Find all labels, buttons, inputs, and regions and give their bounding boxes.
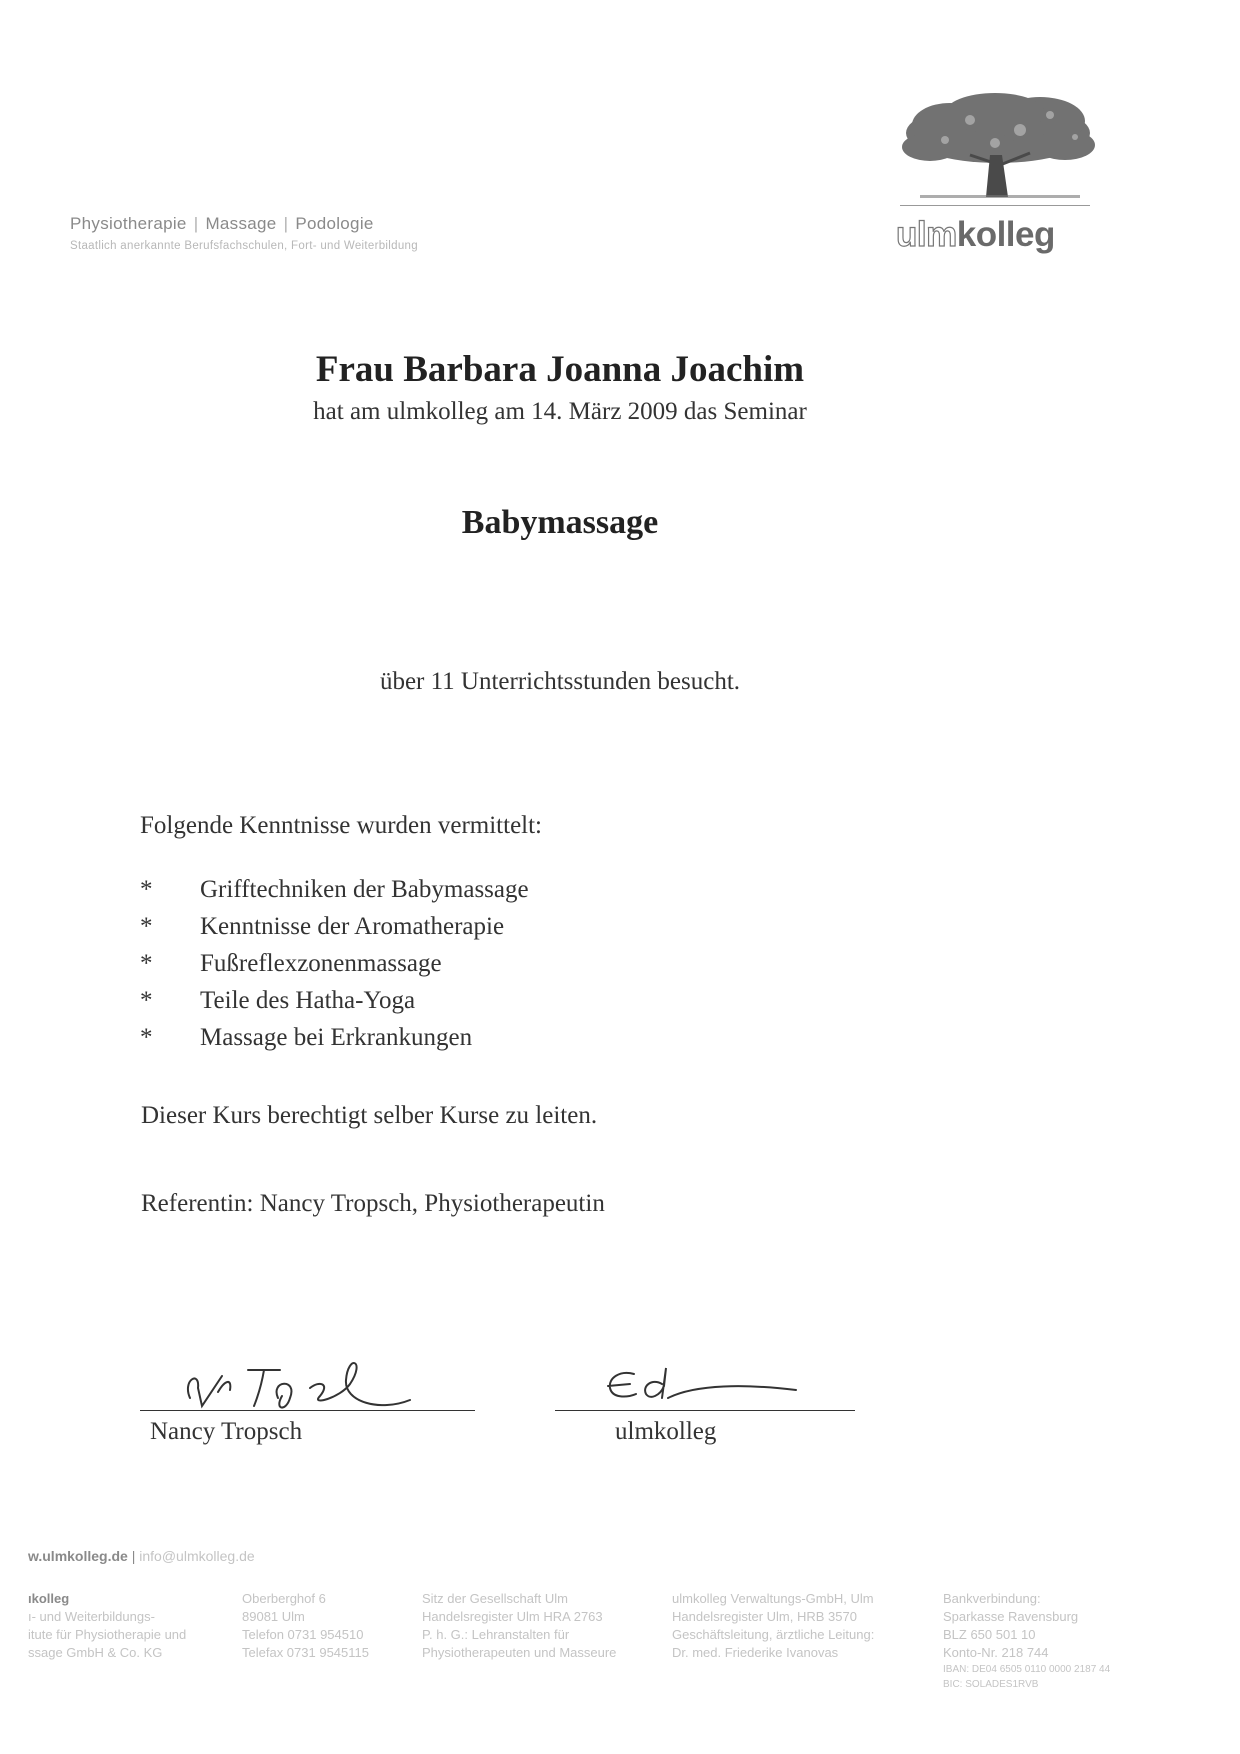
list-item: * Massage bei Erkrankungen (140, 1024, 473, 1051)
seminar-hours: über 11 Unterrichtsstunden besucht. (379, 668, 741, 695)
signature-name-left: Nancy Tropsch (150, 1418, 303, 1445)
signature-name-right: ulmkolleg (615, 1418, 717, 1445)
tagline-item: Physiotherapie (70, 214, 187, 233)
bullet-icon: * (140, 950, 153, 977)
permission-statement: Dieser Kurs berechtigt selber Kurse zu leiten. (141, 1102, 598, 1129)
footer-contact: w.ulmkolleg.de | info@ulmkolleg.de (28, 1548, 255, 1564)
recipient-name: Frau Barbara Joanna Joachim (315, 349, 805, 390)
list-item: * Kenntnisse der Aromatherapie (140, 913, 505, 940)
footer-column-management: ulmkolleg Verwaltungs-GmbH, Ulm Handelsregister Ulm, HRB 3570 Geschäftsleitung, ärztliche Leitung: Dr. med. Friederike Ivanovas (672, 1591, 875, 1660)
signature-left-image (170, 1340, 430, 1420)
logo-wordmark: ulmkolleg (896, 215, 1055, 254)
list-item: * Teile des Hatha-Yoga (140, 987, 416, 1014)
footer-column-registration: Sitz der Gesellschaft Ulm Handelsregister Ulm HRA 2763 P. h. G.: Lehranstalten für Physiotherapeuten und Masseure (422, 1591, 617, 1660)
signature-line-left (140, 1410, 475, 1411)
footer-website: w.ulmkolleg.de (28, 1548, 128, 1564)
certificate-intro: hat am ulmkolleg am 14. März 2009 das Seminar (313, 398, 807, 425)
footer-email: info@ulmkolleg.de (139, 1548, 255, 1564)
header-tagline: Physiotherapie | Massage | Podologie (70, 214, 374, 233)
tagline-item: Podologie (295, 214, 374, 233)
seminar-title: Babymassage (461, 504, 659, 541)
list-item: * Grifftechniken der Babymassage (140, 876, 529, 903)
signature-right-image (596, 1360, 816, 1410)
bullet-icon: * (140, 913, 153, 940)
tree-icon (890, 85, 1110, 205)
footer-column-company: ıkolleg ı- und Weiterbildungs- itute für Physiotherapie und ssage GmbH & Co. KG (28, 1591, 187, 1660)
referent-line: Referentin: Nancy Tropsch, Physiotherapeutin (141, 1190, 605, 1217)
ulmkolleg-logo (890, 85, 1110, 265)
footer-column-bank: Bankverbindung: Sparkasse Ravensburg BLZ 650 501 10 Konto-Nr. 218 744 IBAN: DE04 6505 0110 0000 2187 44 BIC: SOLADES1RVB (943, 1591, 1111, 1690)
header-subline: Staatlich anerkannte Berufsfachschulen, Fort- und Weiterbildung (70, 240, 418, 252)
skills-list (140, 876, 529, 1061)
tagline-item: Massage (205, 214, 277, 233)
bullet-icon: * (140, 1024, 153, 1051)
footer-column-address: Oberberghof 6 89081 Ulm Telefon 0731 954510 Telefax 0731 9545115 (242, 1591, 369, 1660)
skills-heading: Folgende Kenntnisse wurden vermittelt: (140, 812, 543, 839)
bullet-icon: * (140, 876, 153, 903)
signature-line-right (555, 1410, 855, 1411)
list-item: * Fußreflexzonenmassage (140, 950, 442, 977)
bullet-icon: * (140, 987, 153, 1014)
